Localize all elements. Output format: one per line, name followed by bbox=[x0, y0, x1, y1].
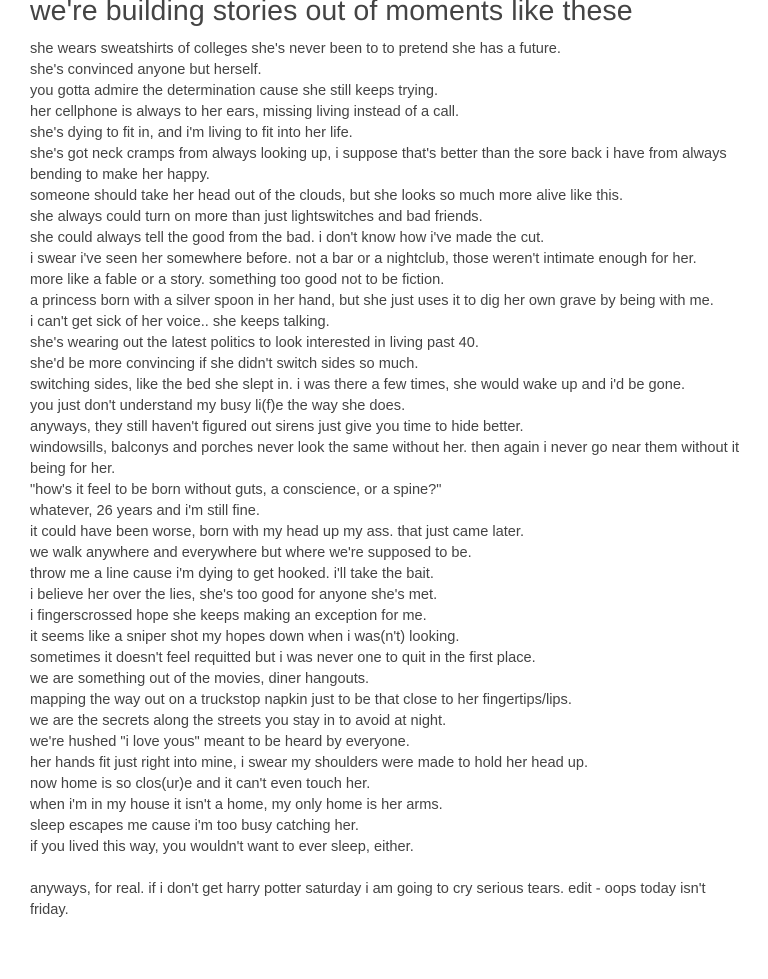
post-line: it could have been worse, born with my head up my ass. that just came later. bbox=[30, 524, 525, 540]
post-line: mapping the way out on a truckstop napkin just to be that close to her fingertips/lips. bbox=[30, 692, 572, 708]
post-line: we walk anywhere and everywhere but where we're supposed to be. bbox=[30, 545, 472, 561]
post-line: i fingerscrossed hope she keeps making an exception for me. bbox=[30, 608, 427, 624]
text-post bbox=[30, 0, 742, 921]
post-line: her hands fit just right into mine, i swear my shoulders were made to hold her head up. bbox=[30, 755, 589, 771]
post-line: you gotta admire the determination cause she still keeps trying. bbox=[30, 83, 439, 99]
post-body bbox=[30, 39, 742, 921]
post-line: more like a fable or a story. something too good not to be fiction. bbox=[30, 272, 445, 288]
post-line: someone should take her head out of the clouds, but she looks so much more alive like this. bbox=[30, 188, 624, 204]
post-line: windowsills, balconys and porches never look the same without her. then again i never go near them without it being for her. bbox=[30, 440, 740, 477]
post-footer-note: anyways, for real. if i don't get harry potter saturday i am going to cry serious tears. edit - oops today isn't friday. bbox=[30, 881, 706, 918]
post-line: anyways, they still haven't figured out sirens just give you time to hide better. bbox=[30, 419, 524, 435]
post-line: she always could turn on more than just lightswitches and bad friends. bbox=[30, 209, 483, 225]
paragraph-gap bbox=[30, 858, 742, 879]
post-line: throw me a line cause i'm dying to get hooked. i'll take the bait. bbox=[30, 566, 434, 582]
post-line: i swear i've seen her somewhere before. not a bar or a nightclub, those weren't intimate enough for her. bbox=[30, 251, 697, 267]
post-line: "how's it feel to be born without guts, a conscience, or a spine?" bbox=[30, 482, 442, 498]
post-line: she'd be more convincing if she didn't switch sides so much. bbox=[30, 356, 419, 372]
post-title: we're building stories out of moments like these bbox=[30, 0, 633, 27]
post-line: she could always tell the good from the bad. i don't know how i've made the cut. bbox=[30, 230, 545, 246]
post-line: her cellphone is always to her ears, missing living instead of a call. bbox=[30, 104, 460, 120]
post-line: she's got neck cramps from always looking up, i suppose that's better than the sore back i have from always bending to make her happy. bbox=[30, 146, 727, 183]
post-line: we are something out of the movies, diner hangouts. bbox=[30, 671, 370, 687]
post-line: if you lived this way, you wouldn't want to ever sleep, either. bbox=[30, 839, 414, 855]
post-line: she's convinced anyone but herself. bbox=[30, 62, 262, 78]
post-line: a princess born with a silver spoon in her hand, but she just uses it to dig her own grave by being with me. bbox=[30, 293, 714, 309]
post-line: now home is so clos(ur)e and it can't even touch her. bbox=[30, 776, 371, 792]
post-line: she's wearing out the latest politics to look interested in living past 40. bbox=[30, 335, 479, 351]
post-line: sleep escapes me cause i'm too busy catching her. bbox=[30, 818, 359, 834]
post-line: we are the secrets along the streets you stay in to avoid at night. bbox=[30, 713, 447, 729]
post-line: we're hushed "i love yous" meant to be heard by everyone. bbox=[30, 734, 410, 750]
post-line: switching sides, like the bed she slept in. i was there a few times, she would wake up and i'd be gone. bbox=[30, 377, 686, 393]
post-line: she wears sweatshirts of colleges she's never been to to pretend she has a future. bbox=[30, 41, 561, 57]
post-line: you just don't understand my busy li(f)e the way she does. bbox=[30, 398, 406, 414]
post-line: i can't get sick of her voice.. she keeps talking. bbox=[30, 314, 330, 330]
post-line: whatever, 26 years and i'm still fine. bbox=[30, 503, 260, 519]
post-line: i believe her over the lies, she's too good for anyone she's met. bbox=[30, 587, 438, 603]
post-line: when i'm in my house it isn't a home, my only home is her arms. bbox=[30, 797, 443, 813]
post-line: it seems like a sniper shot my hopes down when i was(n't) looking. bbox=[30, 629, 460, 645]
post-line: sometimes it doesn't feel requitted but i was never one to quit in the first place. bbox=[30, 650, 536, 666]
post-line: she's dying to fit in, and i'm living to fit into her life. bbox=[30, 125, 353, 141]
